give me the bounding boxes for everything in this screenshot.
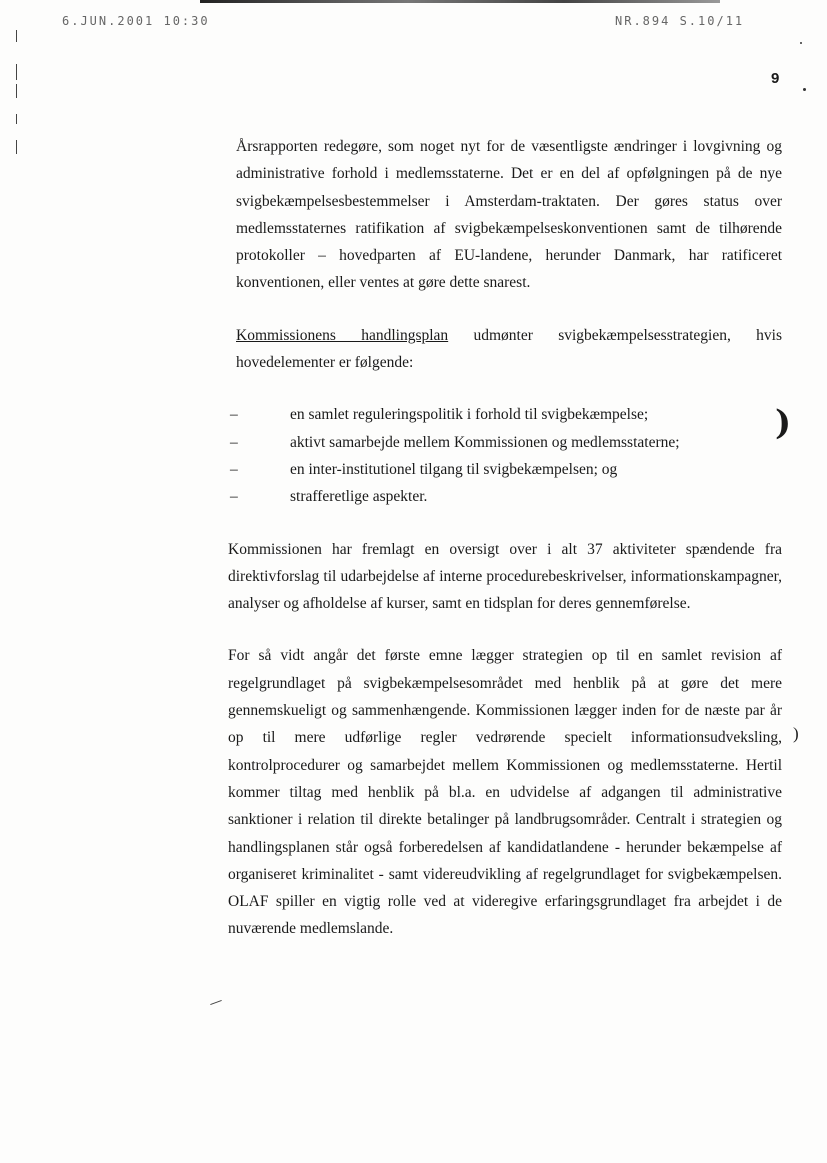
action-plan-heading: Kommissionens handlingsplan bbox=[236, 326, 449, 344]
paragraph-activities: Kommissionen har fremlagt en oversigt over i alt 37 aktiviteter spændende fra direktivforslag til udarbejdelse af interne procedurebeskrivelser, informationskampagner, analyser og afholdelse af kurser, samt en tidsplan for deres gennemførelse. bbox=[228, 540, 782, 613]
fax-top-line bbox=[200, 0, 720, 3]
margin-scan-marks bbox=[8, 22, 28, 182]
list-item-text: en inter-institutionel tilgang til svigbekæmpelsen; og bbox=[290, 460, 618, 478]
margin-paren-mark: ) bbox=[793, 724, 799, 743]
dash-bullet: – bbox=[230, 433, 238, 451]
scan-tick-mark bbox=[210, 1000, 222, 1005]
action-plan-intro: udmønter svigbekæmpelsesstrategien, hvis hovedelementer er følgende: bbox=[236, 326, 782, 372]
dash-bullet: – bbox=[230, 406, 238, 424]
paragraph-annual-report: Årsrapporten redegøre, som noget nyt for de væsentligste ændringer i lovgivning og administrative forhold i medlemsstaterne. Det er en del af opfølgningen på de nye svigbekæmpelsesbestemmelser i Amsterdam-traktaten. Der gøres status over medlemsstaternes ratifikation af svigbekæmpelseskonventionen samt de tilhørende protokoller – hovedparten af EU-landene, herunder Danmark, har ratificeret konventionen, eller ventes at gøre dette snarest. bbox=[236, 138, 782, 292]
fax-header-date: 6.JUN.2001 10:30 bbox=[62, 14, 210, 28]
fax-header bbox=[62, 14, 827, 36]
paragraph-first-topic: For så vidt angår det første emne lægger strategien op til en samlet revision af regelgrundlaget på svigbekæmpelsesområdet med henblik på at gøre det mere gennemskueligt og sammenhængende. Kommissionen lægger inden for de næste par år op til mere udførlige regler vedrørende specielt informationsudveksling, kontrolprocedurer og samarbejdet mellem Kommissionen og medlemsstaterne. Hertil kommer tiltag med henblik på bl.a. en udvidelse af adgangen til administrative sanktioner i relation til direkte betalinger på landbrugsområder. Centralt i strategien og handlingsplanen står også forberedelsen af kandidatlandene - herunder bekæmpelse af organiseret kriminalitet - samt videreudvikling af regelgrundlaget for svigbekæmpelsen. OLAF spiller en vigtig rolle ved at videregive erfaringsgrundlaget fra arbejdet i de nuværende medlemslande. bbox=[228, 647, 782, 938]
main-elements-list bbox=[230, 401, 782, 510]
list-item bbox=[230, 483, 782, 510]
document-body bbox=[228, 133, 782, 968]
list-item-text: strafferetlige aspekter. bbox=[290, 488, 428, 506]
dash-bullet: – bbox=[230, 488, 238, 506]
scan-dot bbox=[800, 42, 802, 44]
page-number: 9 bbox=[771, 70, 780, 87]
list-item bbox=[230, 456, 782, 483]
list-item-text: aktivt samarbejde mellem Kommissionen og medlemsstaterne; bbox=[290, 433, 680, 451]
paragraph-action-plan bbox=[236, 322, 782, 377]
list-item bbox=[230, 429, 782, 456]
list-item-text: en samlet reguleringspolitik i forhold til svigbekæmpelse; bbox=[290, 406, 649, 424]
dash-bullet: – bbox=[230, 460, 238, 478]
fax-header-page-ref: NR.894 S.10/11 bbox=[615, 14, 745, 28]
margin-bracket-mark: ) bbox=[775, 403, 792, 443]
scan-dot bbox=[803, 88, 806, 91]
list-item bbox=[230, 401, 782, 428]
